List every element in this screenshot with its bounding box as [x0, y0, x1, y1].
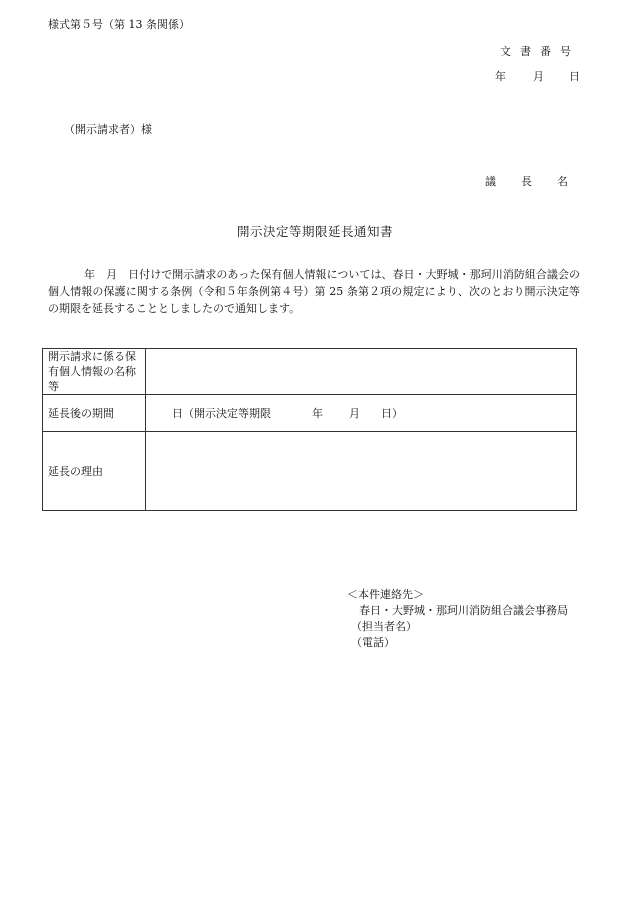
- body-text: 年 月 日付けで開示請求のあった保有個人情報については、春日・大野城・那珂川消防組合議会の個人情報の保護に関する条例（令和５年条例第４号）第 25 条第２項の規定により、次のとおり開示決定等の期限を延長することとしましたので通知します。: [48, 268, 580, 315]
- issue-date: [495, 68, 580, 84]
- contact-block: [347, 587, 568, 651]
- date-month: 月: [533, 70, 544, 83]
- info-table: [42, 348, 577, 511]
- chair-part-1: 議: [485, 175, 496, 188]
- contact-heading: ＜本件連絡先＞: [347, 588, 424, 601]
- period-end: 日）: [381, 407, 403, 420]
- date-year: 年: [495, 70, 506, 83]
- period-day: 日（開示決定等期限: [172, 407, 271, 420]
- notice-body: [48, 266, 580, 317]
- value-reason: [146, 432, 577, 511]
- label-info-name: 開示請求に係る保有個人情報の名称等: [43, 349, 146, 395]
- table-row-reason: [43, 432, 577, 511]
- date-day: 日: [569, 70, 580, 83]
- period-month: 月: [349, 407, 360, 420]
- contact-person: （担当者名）: [351, 620, 417, 633]
- value-info-name: [146, 349, 577, 395]
- chair-part-3: 名: [557, 175, 568, 188]
- value-extended-period: [146, 395, 577, 432]
- table-row-info-name: [43, 349, 577, 395]
- document-title: 開示決定等期限延長通知書: [236, 224, 393, 239]
- contact-office: 春日・大野城・那珂川消防組合議会事務局: [359, 604, 568, 617]
- label-extended-period: 延長後の期間: [43, 395, 146, 432]
- document-number: 文書番号: [500, 45, 580, 58]
- period-year: 年: [312, 407, 323, 420]
- table-row-extended-period: [43, 395, 577, 432]
- contact-phone: （電話）: [351, 636, 395, 649]
- label-reason: 延長の理由: [43, 432, 146, 511]
- addressee: （開示請求者）様: [64, 123, 152, 136]
- chairperson-name: [485, 173, 568, 189]
- chair-part-2: 長: [521, 175, 532, 188]
- form-number: 様式第５号（第 13 条関係）: [48, 18, 190, 31]
